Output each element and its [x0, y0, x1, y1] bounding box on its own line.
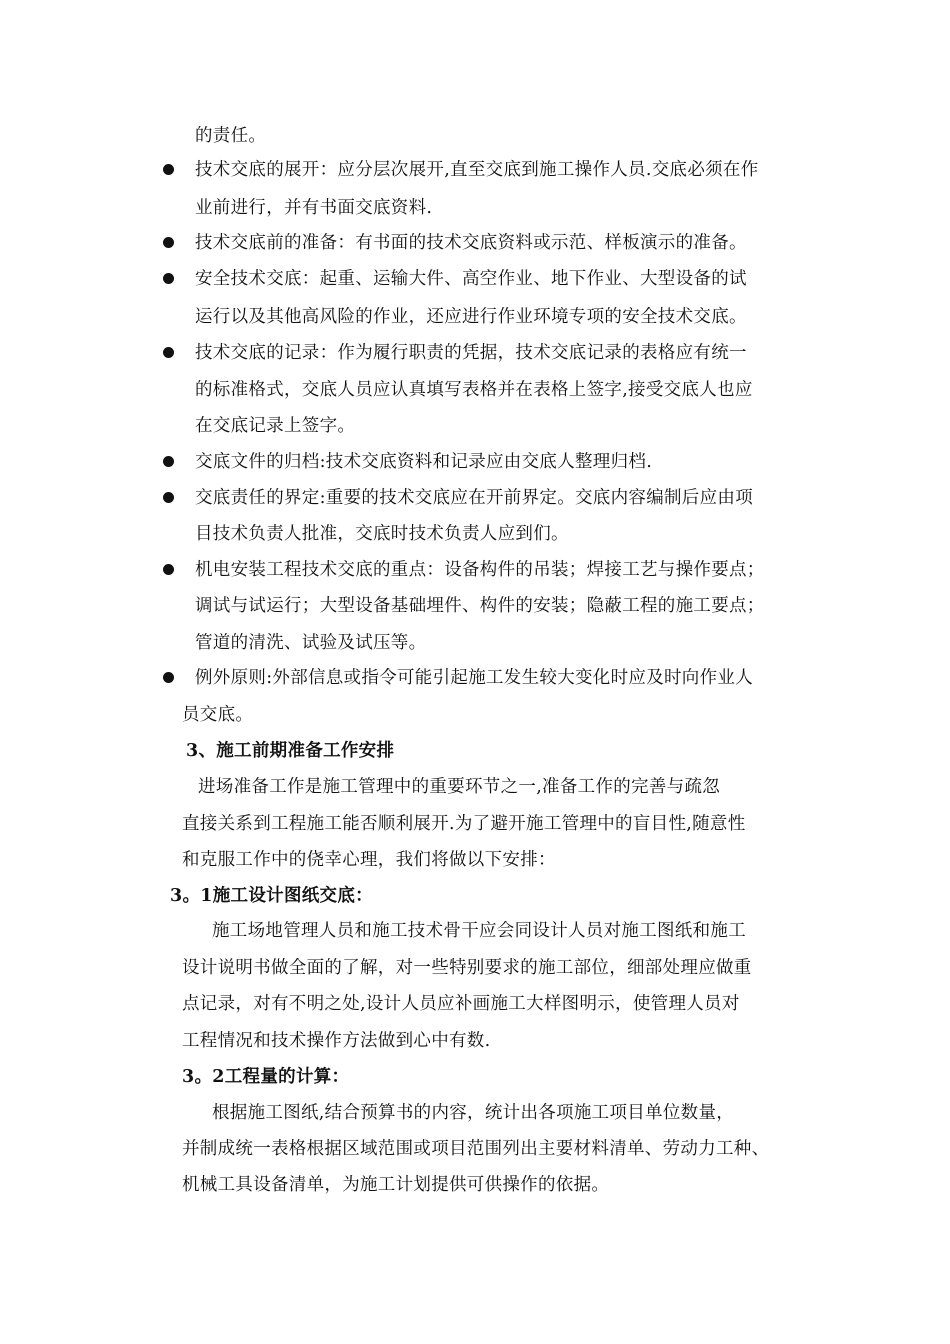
- bullet-line: 安全技术交底：起重、运输大件、高空作业、地下作业、大型设备的试: [195, 269, 747, 289]
- bullet-line: 管道的清洗、试验及试压等。: [195, 633, 427, 653]
- bullet-line: 交底责任的界定:重要的技术交底应在开前界定。交底内容编制后应由项: [195, 488, 753, 508]
- bullet-icon: [163, 273, 174, 284]
- paragraph-line: 机械工具设备清单，为施工计划提供可供操作的依据。: [182, 1175, 610, 1195]
- continuation-line: 的责任。: [195, 126, 267, 146]
- bullet-icon: [163, 492, 174, 503]
- bullet-line: 目技术负责人批准，交底时技术负责人应到们。: [195, 524, 569, 544]
- bullet-icon: [163, 237, 174, 248]
- bullet-line: 交底文件的归档:技术交底资料和记录应由交底人整理归档.: [195, 452, 653, 472]
- paragraph-line: 施工场地管理人员和施工技术骨干应会同设计人员对施工图纸和施工: [212, 921, 746, 941]
- paragraph-line: 进场准备工作是施工管理中的重要环节之一,准备工作的完善与疏忽: [198, 777, 721, 797]
- bullet-line: 在交底记录上签字。: [195, 416, 356, 436]
- paragraph-line: 根据施工图纸,结合预算书的内容，统计出各项施工项目单位数量，: [212, 1103, 735, 1123]
- bullet-line: 的标准格式，交底人员应认真填写表格并在表格上签字,接受交底人也应: [195, 380, 753, 400]
- paragraph-line: 直接关系到工程施工能否顺利展开.为了避开施工管理中的盲目性,随意性: [182, 814, 746, 834]
- paragraph-line: 工程情况和技术操作方法做到心中有数.: [182, 1031, 491, 1051]
- bullet-line: 机电安装工程技术交底的重点：设备构件的吊装；焊接工艺与操作要点；: [195, 560, 765, 580]
- bullet-line: 技术交底的记录：作为履行职责的凭据，技术交底记录的表格应有统一: [195, 343, 747, 363]
- bullet-line: 调试与试运行；大型设备基础埋件、构件的安装；隐蔽工程的施工要点；: [195, 596, 765, 616]
- paragraph-line: 点记录，对有不明之处,设计人员应补画施工大样图明示，使管理人员对: [182, 994, 740, 1014]
- section-heading: 3。2工程量的计算：: [182, 1067, 350, 1087]
- section-heading: 3。1施工设计图纸交底：: [170, 886, 373, 906]
- bullet-icon: [163, 164, 174, 175]
- bullet-icon: [163, 347, 174, 358]
- bullet-icon: [163, 672, 174, 683]
- bullet-line: 技术交底前的准备：有书面的技术交底资料或示范、样板演示的准备。: [195, 233, 747, 253]
- paragraph-line: 和克服工作中的侥幸心理，我们将做以下安排：: [182, 850, 556, 870]
- bullet-line: 技术交底的展开：应分层次展开,直至交底到施工操作人员.交底必须在作: [195, 160, 759, 180]
- bullet-line: 运行以及其他高风险的作业，还应进行作业环境专项的安全技术交底。: [195, 307, 747, 327]
- bullet-line: 业前进行，并有书面交底资料.: [195, 198, 433, 218]
- bullet-line: 员交底。: [182, 705, 254, 725]
- section-heading: 3、施工前期准备工作安排: [186, 741, 395, 761]
- paragraph-line: 设计说明书做全面的了解，对一些特别要求的施工部位，细部处理应做重: [182, 958, 752, 978]
- bullet-line: 例外原则:外部信息或指令可能引起施工发生较大变化时应及时向作业人: [195, 668, 753, 688]
- paragraph-line: 并制成统一表格根据区域范围或项目范围列出主要材料清单、劳动力工种、: [182, 1139, 770, 1159]
- bullet-icon: [163, 456, 174, 467]
- bullet-icon: [163, 564, 174, 575]
